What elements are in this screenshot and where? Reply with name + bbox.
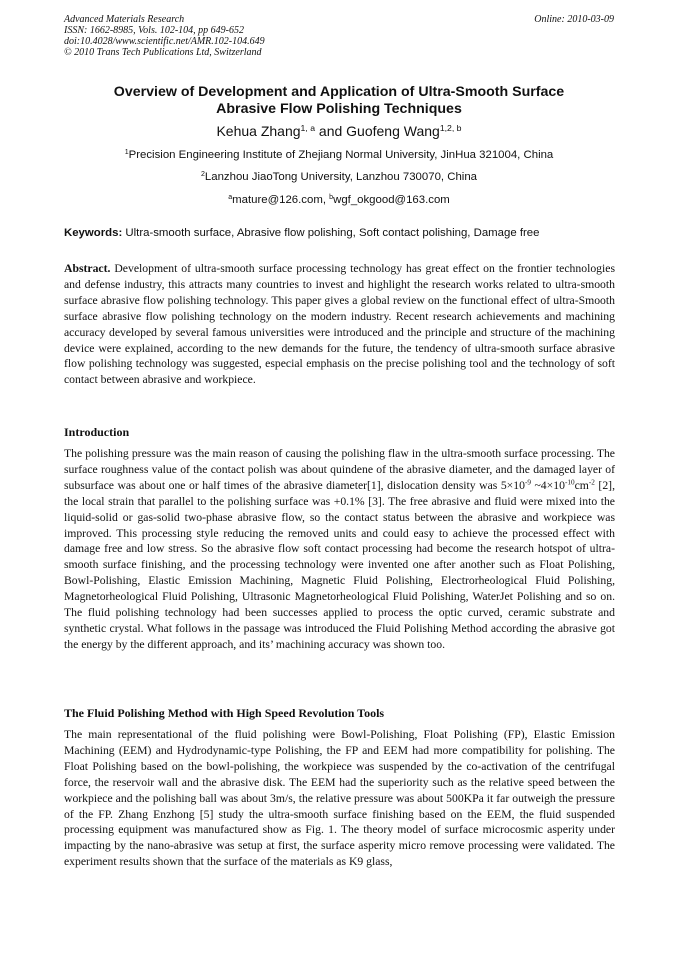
exponent: -10: [564, 478, 575, 487]
title-line: Abrasive Flow Polishing Techniques: [216, 101, 462, 117]
paragraph-text: ~4×10: [530, 478, 565, 492]
abstract: [64, 261, 615, 388]
paragraph-text: cm: [574, 478, 589, 492]
email-address: wgf_okgood@163.com: [333, 194, 450, 206]
fluid-polishing-paragraph: The main representational of the fluid polishing were Bowl-Polishing, Float Polishing (FP), Elastic Emission Machining (EEM) and Hydrodynamic-type Polishing, the FP and EEM had more compatibility for polishing. The Float Polishing based on the bowl-polishing, the workpiece was suspended by the co-activation of the centrifugal force, the reservoir wall and the abrasive disk. The EEM had the superiority such as the relative speed between the workpiece and the polishing ball was about 3m/s, the relative pressure was about 500KPa it far outweigh the pressure of the FP. Zhang Enzhong [5] study the ultra-smooth surface finishing based on the EEM, the fluid suspended processing equipment was manufactured show as Fig. 1. The theory model of surface microcosmic asperity under impacting by the nano-abrasive was setup at first, the surface asperity micro remove processing were validated. The experiment results shown that the surface of the materials as K9 glass,: [64, 728, 615, 869]
section-heading-fluid-polishing: The Fluid Polishing Method with High Speed Revolution Tools: [64, 706, 385, 720]
author-name: Kehua Zhang: [216, 123, 301, 139]
paragraph-text: The polishing pressure was the main reason of causing the polishing flaw in the ultra-smooth surface processing. The surface roughness value of the contact polish was about quindene of the abrasive diameter, and the damaged layer of subsurface was about one or half times of the abrasive diameter[1], dislocation density was 5×10: [64, 447, 615, 492]
abstract-label: Abstract.: [64, 262, 111, 275]
exponent: -9: [524, 478, 531, 487]
section-heading-introduction: Introduction: [64, 425, 130, 439]
author-name: Guofeng Wang: [346, 123, 440, 139]
affiliation-text: Precision Engineering Institute of Zhejiang Normal University, JinHua 321004, China: [128, 149, 554, 161]
affiliation-marker: 2: [200, 170, 205, 178]
exponent: -2: [588, 478, 595, 487]
online-date: Online: 2010-03-09: [534, 14, 614, 25]
doi-line: doi:10.4028/www.scientific.net/AMR.102-104.649: [64, 36, 265, 47]
paper-title: [60, 84, 618, 118]
abstract-text: Development of ultra-smooth surface processing technology has great effect on the frontier technologies and defense industry, this attracts many countries to invest and highlight the research works related to ultra-smooth surface abrasive flow polishing technology. This paper gives a global review on the functional effect of ultra-Smooth surface abrasive flow polishing technology on the modern industry. Recent research achievements and machining accuracy developed by several famous universities were introduced and the principle and structure of the machining device were explained, according to the new demands for the future, the tendency of ultra-smooth surface abrasive flow polishing technology was suggested, especial emphasis on the precise polishing tool and the technology of soft contact between abrasive and workpiece.: [64, 262, 615, 387]
introduction-paragraph: [64, 446, 615, 653]
title-line: Overview of Development and Application of Ultra-Smooth Surface: [113, 84, 565, 100]
author-affiliation-marker: 1, a: [300, 122, 316, 133]
keywords-label: Keywords:: [64, 227, 123, 239]
affiliation-marker: 1: [124, 148, 129, 156]
affiliation: [40, 171, 638, 183]
author-affiliation-marker: 1,2, b: [439, 122, 462, 133]
keywords-text: Ultra-smooth surface, Abrasive flow polishing, Soft contact polishing, Damage free: [122, 227, 540, 239]
journal-header: [64, 14, 265, 58]
journal-name: Advanced Materials Research: [64, 14, 185, 25]
affiliation-text: Lanzhou JiaoTong University, Lanzhou 730070, China: [204, 171, 477, 183]
issn-line: ISSN: 1662-8985, Vols. 102-104, pp 649-652: [64, 25, 244, 36]
email-address: mature@126.com,: [232, 194, 330, 206]
author-emails: [40, 194, 638, 206]
author-separator: and: [315, 123, 347, 139]
copyright-line: © 2010 Trans Tech Publications Ltd, Switzerland: [64, 47, 262, 58]
affiliation: [40, 149, 638, 161]
paragraph-text: [2], the local strain that parallel to the polishing surface was +0.1% [3]. The free abrasive and fluid were mixed into the liquid-solid or gas-solid two-phase abrasive flow, so the contact status between the abrasive and workpiece was improved. This processing style reducing the removed units and could easy to achieve the processed effect with damage free and low stress. So the abrasive flow soft contact processing had become the research hotspot of ultra-smooth surface finishing, and the processing technology were invented one after another such as Float Polishing, Bowl-Polishing, Elastic Emission Machining, Magnetic Fluid Polishing, Electrorheological Fluid Polishing, Magnetorheological Fluid Polishing, Ultrasonic Magnetorheological Fluid Polishing, WaterJet Polishing and so on. The fluid polishing technology had been successes applied to process the optic curved, ceramic substrate and synthetic crystal. What follows in the passage was introduced the Fluid Polishing Method according the abrasive got the energy by the different approach, and its’ machining accuracy was shown too.: [64, 478, 615, 651]
email-marker: b: [329, 193, 334, 201]
keywords: [64, 226, 616, 240]
author-list: [40, 123, 638, 139]
email-marker: a: [228, 193, 233, 201]
